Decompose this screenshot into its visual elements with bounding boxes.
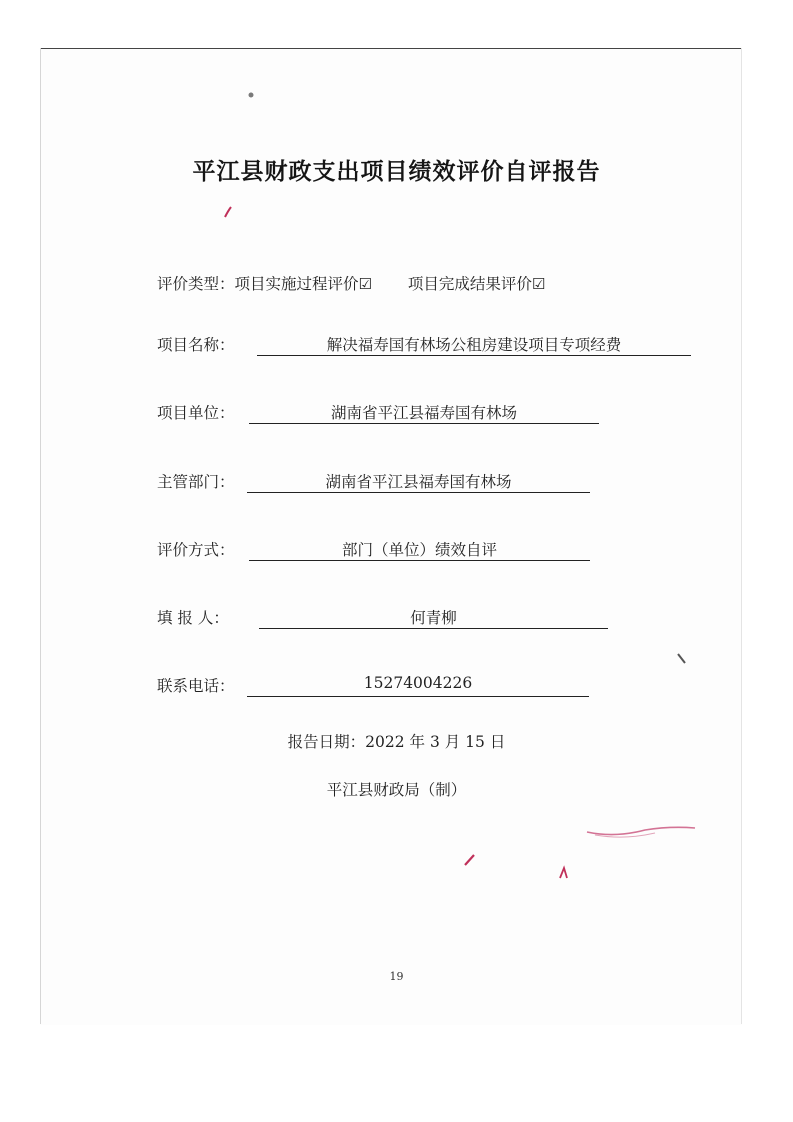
reporter-field[interactable] [259, 606, 608, 629]
phone-field[interactable] [247, 674, 589, 697]
supervising-dept-value: 湖南省平江县福寿国有林场 [325, 473, 512, 491]
evaluation-method-field[interactable] [249, 538, 590, 561]
supervising-dept-label: 主管部门： [157, 473, 235, 491]
reporter-label: 填 报 人： [157, 609, 229, 627]
scan-edge-right [741, 48, 742, 1024]
red-ink-streak [585, 822, 705, 842]
evaluation-method-value: 部门（单位）绩效自评 [341, 541, 497, 559]
evaluation-method-row [157, 538, 597, 562]
reporter-row [157, 606, 617, 630]
project-unit-label: 项目单位： [157, 404, 235, 422]
project-name-label: 项目名称： [157, 336, 235, 354]
document-page [40, 48, 742, 1025]
checkbox-icon[interactable]: ☑ [358, 275, 372, 293]
project-unit-field[interactable] [249, 401, 599, 424]
project-name-value: 解决福寿国有林场公租房建设项目专项经费 [326, 336, 622, 354]
ink-blot-right [676, 652, 688, 666]
project-name-field[interactable] [257, 333, 691, 356]
scan-edge-left [40, 48, 41, 1024]
report-date: 报告日期：2022 年 3 月 15 日 [287, 733, 506, 751]
evaluation-type-label: 评价类型： [157, 275, 235, 293]
phone-value: 15274004226 [363, 674, 473, 692]
evaluation-type-row [157, 272, 545, 294]
red-ink-mark-1 [222, 205, 234, 219]
project-unit-value: 湖南省平江县福寿国有林场 [330, 404, 517, 422]
phone-row [157, 674, 597, 698]
evaluation-method-label: 评价方式： [157, 541, 235, 559]
red-ink-mark-3 [556, 864, 570, 880]
checkbox-icon[interactable]: ☑ [531, 275, 546, 293]
ink-blot-top [246, 90, 256, 100]
page-number: 19 [389, 970, 404, 983]
issuer: 平江县财政局（制） [326, 781, 467, 799]
project-name-row [157, 333, 697, 357]
reporter-value: 何青柳 [410, 609, 457, 627]
evaluation-type-option1: 项目实施过程评价 [234, 275, 359, 293]
project-unit-row [157, 401, 607, 425]
document-title: 平江县财政支出项目绩效评价自评报告 [192, 159, 601, 185]
red-ink-mark-2 [462, 852, 478, 868]
phone-label: 联系电话： [157, 677, 235, 695]
supervising-dept-row [157, 470, 597, 494]
supervising-dept-field[interactable] [247, 470, 590, 493]
evaluation-type-option2: 项目完成结果评价 [407, 275, 532, 293]
